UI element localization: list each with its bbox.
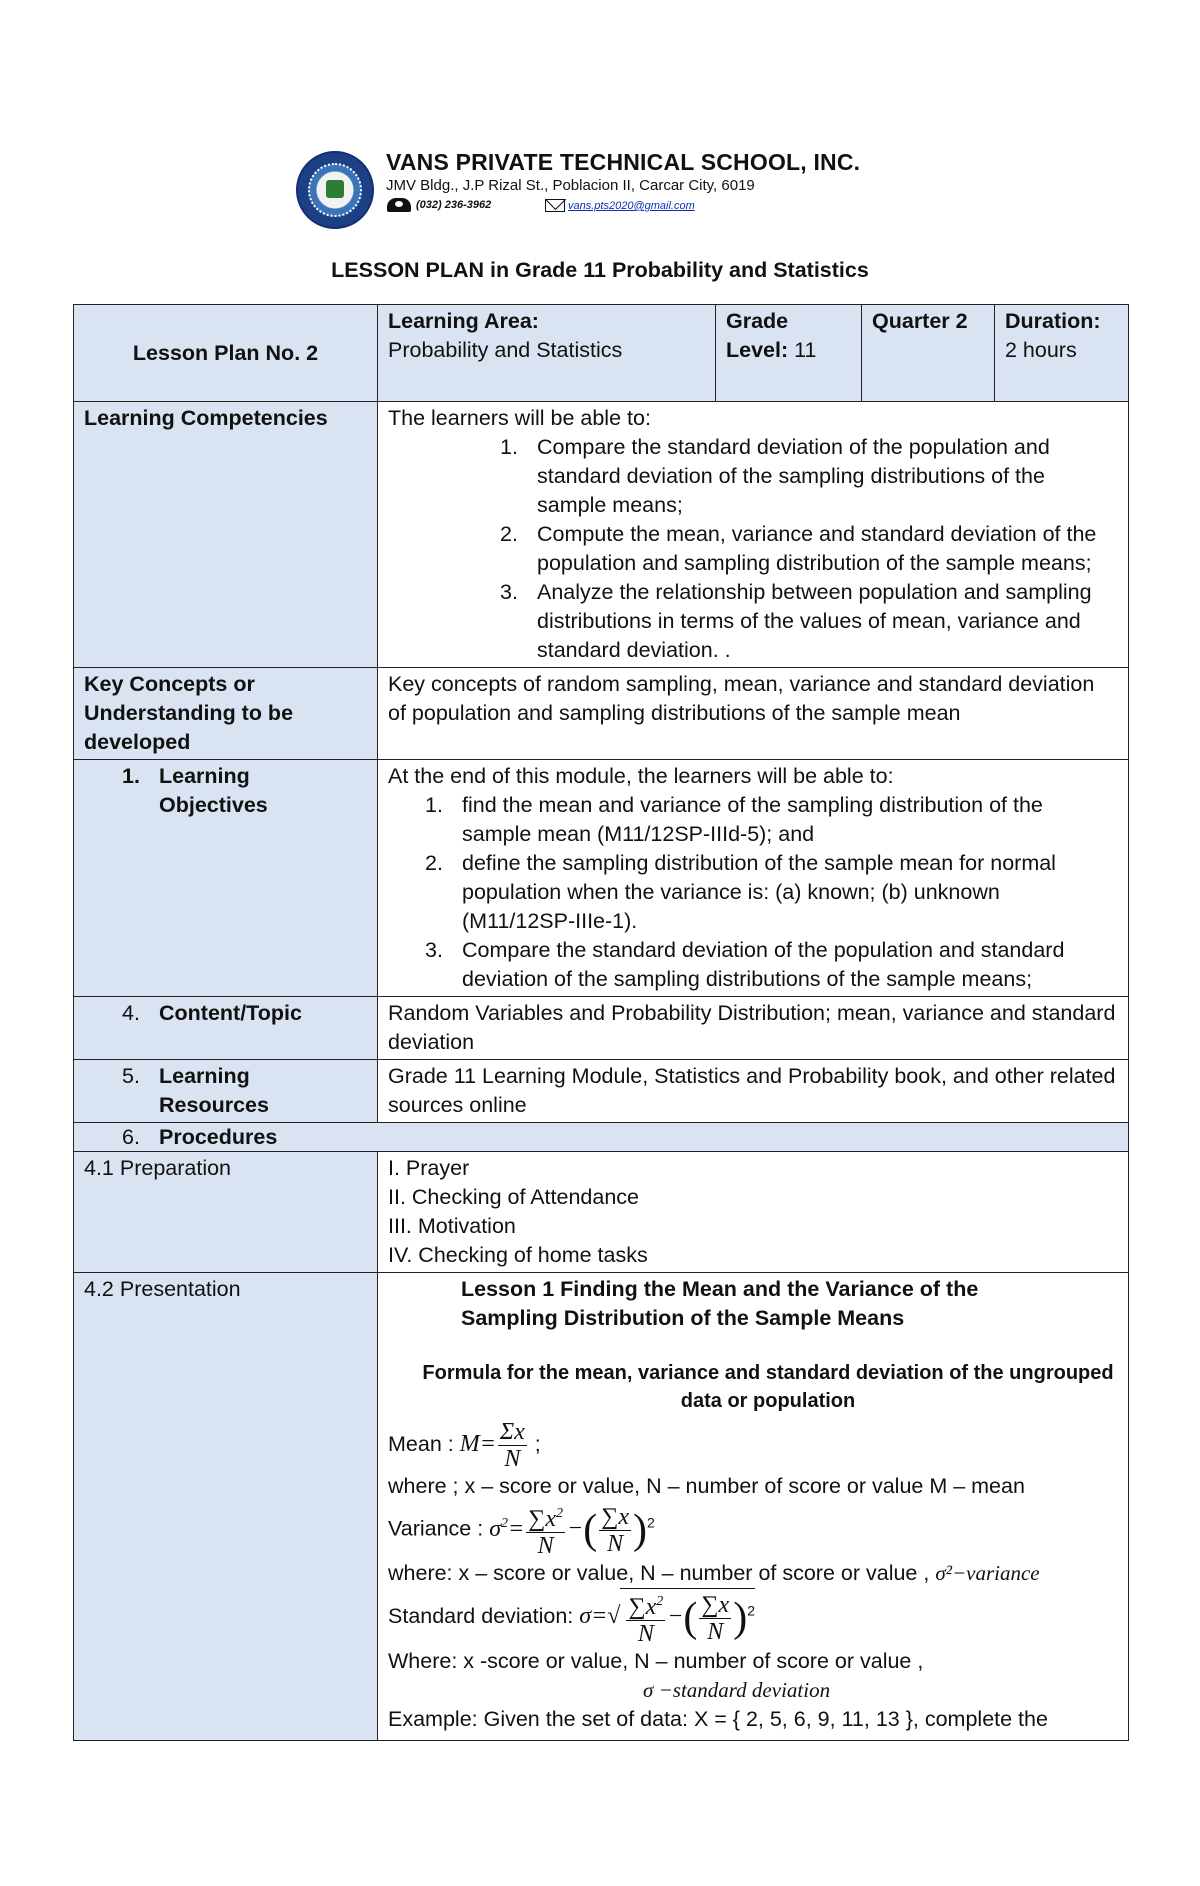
learning-area-label: Learning Area: [388, 309, 539, 333]
page-title: LESSON PLAN in Grade 11 Probability and Statistics [331, 258, 869, 282]
duration-cell [995, 305, 1129, 402]
mean-label: Mean : [388, 1432, 460, 1457]
presentation-label: 4.2 Presentation [74, 1273, 378, 1741]
school-letterhead [292, 145, 932, 225]
content-topic-text: Random Variables and Probability Distribution; mean, variance and standard deviation [378, 997, 1129, 1060]
list-item: II. Checking of Attendance [388, 1185, 639, 1209]
key-concepts-text: Key concepts of random sampling, mean, variance and standard deviation of population and sampling distributions of the sample mean [378, 668, 1129, 760]
school-name: VANS PRIVATE TECHNICAL SCHOOL, INC. [386, 149, 861, 175]
list-item: 2. Compute the mean, variance and standard deviation of the population and sampling distribution of the sample means; [500, 522, 1097, 575]
preparation-content [378, 1152, 1129, 1273]
resources-text: Grade 11 Learning Module, Statistics and Probability book, and other related sources online [378, 1060, 1129, 1123]
variance-where-line [388, 1559, 1118, 1588]
sd-symbol-line [388, 1676, 1118, 1705]
table-row [74, 1273, 1129, 1741]
presentation-content [378, 1273, 1129, 1741]
objectives-label-cell [74, 760, 378, 997]
list-item: 2. define the sampling distribution of the sample mean for normal population when the variance is: (a) known; (b) unknown (M11/12SP-IIIe-1). [425, 851, 1056, 933]
school-seal-icon [296, 151, 374, 229]
grade-level-cell [716, 305, 862, 402]
list-item: IV. Checking of home tasks [388, 1243, 648, 1267]
duration-value: 2 hours [1005, 338, 1077, 362]
resources-label: Learning Resources [159, 1064, 269, 1117]
table-row [74, 668, 1129, 760]
list-item: I. Prayer [388, 1156, 470, 1180]
competencies-label: Learning Competencies [74, 402, 378, 668]
lesson-plan-number: Lesson Plan No. 2 [74, 305, 378, 402]
table-row [74, 1152, 1129, 1273]
objectives-list [388, 791, 1118, 994]
table-row [74, 305, 1129, 402]
procedures-number: 6. [122, 1125, 140, 1149]
variance-where: where: x – score or value, N – number of score or value , [388, 1561, 936, 1585]
school-phone: (032) 236-3962 [416, 199, 492, 211]
school-email-link[interactable]: vans.pts2020@gmail.com [568, 200, 695, 212]
content-topic-number: 4. [122, 1001, 140, 1025]
variance-label: Variance : [388, 1516, 490, 1541]
sd-label: Standard deviation: [388, 1604, 580, 1629]
mean-formula: Mean : M= $\frac{\Sigma x}{N}$ ; [388, 1419, 541, 1472]
table-row [74, 1060, 1129, 1123]
content-topic-label-cell [74, 997, 378, 1060]
table-row [74, 760, 1129, 997]
procedures-label: Procedures [159, 1125, 278, 1149]
objectives-number: 1. [122, 764, 140, 788]
objectives-label: Learning Objectives [159, 764, 268, 817]
sd-symbol: σ −standard deviation [643, 1678, 831, 1702]
grade-level-value: 11 [788, 338, 817, 362]
preparation-label: 4.1 Preparation [74, 1152, 378, 1273]
list-item: 3. Compare the standard deviation of the population and standard deviation of the sampling distributions of the sample means; [425, 938, 1065, 991]
learning-area-cell [378, 305, 716, 402]
variance-formula: Variance : $\sigma^2=$ $\frac{\sum x^2}{N}$ −( $\frac{\sum x}{N}$ )$^2$ [388, 1501, 1118, 1559]
variance-symbol: σ²−variance [935, 1561, 1040, 1585]
grade-level-label: Level: [726, 338, 789, 362]
competencies-list [388, 433, 1118, 665]
content-topic-label: Content/Topic [159, 1001, 302, 1025]
formula-title: Formula for the mean, variance and standard deviation of the ungrouped data or population [422, 1362, 1114, 1412]
sd-where: Where: x -score or value, N – number of score or value , [388, 1649, 924, 1673]
table-row [74, 1123, 1129, 1152]
learning-area-value: Probability and Statistics [388, 338, 623, 362]
lesson-title: Lesson 1 Finding the Mean and the Variance of the Sampling Distribution of the Sample Means [461, 1277, 979, 1330]
competencies-content [378, 402, 1129, 668]
lesson-plan-table [73, 304, 1129, 1741]
resources-number: 5. [122, 1064, 140, 1088]
duration-label: Duration: [1005, 309, 1101, 333]
school-address: JMV Bldg., J.P Rizal St., Poblacion II, Carcar City, 6019 [386, 177, 755, 194]
list-item: 1. find the mean and variance of the sampling distribution of the sample mean (M11/12SP-IIId-5); and [425, 793, 1043, 846]
list-item: 3. Analyze the relationship between population and sampling distributions in terms of the values of mean, variance and standard deviation. . [500, 580, 1092, 662]
mail-icon [545, 199, 565, 212]
resources-label-cell [74, 1060, 378, 1123]
key-concepts-label: Key Concepts or Understanding to be developed [74, 668, 378, 760]
phone-icon [387, 198, 411, 212]
sd-formula: Standard deviation: σ=√ $\frac{\sum x^2}{N}$ −( $\frac{\sum x}{N}$ )$^2$ [388, 1588, 1118, 1647]
objectives-intro: At the end of this module, the learners will be able to: [388, 764, 894, 788]
quarter-cell [862, 305, 995, 402]
mean-where: where ; x – score or value, N – number of score or value M – mean [388, 1474, 1025, 1498]
procedures-heading [74, 1123, 1129, 1152]
mean-semicolon: ; [528, 1432, 541, 1457]
list-item: 1. Compare the standard deviation of the population and standard deviation of the sampling distributions of the sample means; [500, 435, 1050, 517]
list-item: III. Motivation [388, 1214, 516, 1238]
table-row [74, 997, 1129, 1060]
competencies-intro: The learners will be able to: [388, 406, 651, 430]
objectives-content [378, 760, 1129, 997]
grade-label: Grade [726, 309, 789, 333]
quarter-label: Quarter 2 [872, 309, 968, 333]
table-row [74, 402, 1129, 668]
example-text: Example: Given the set of data: X = { 2, 5, 6, 9, 11, 13 }, complete the [388, 1707, 1048, 1731]
